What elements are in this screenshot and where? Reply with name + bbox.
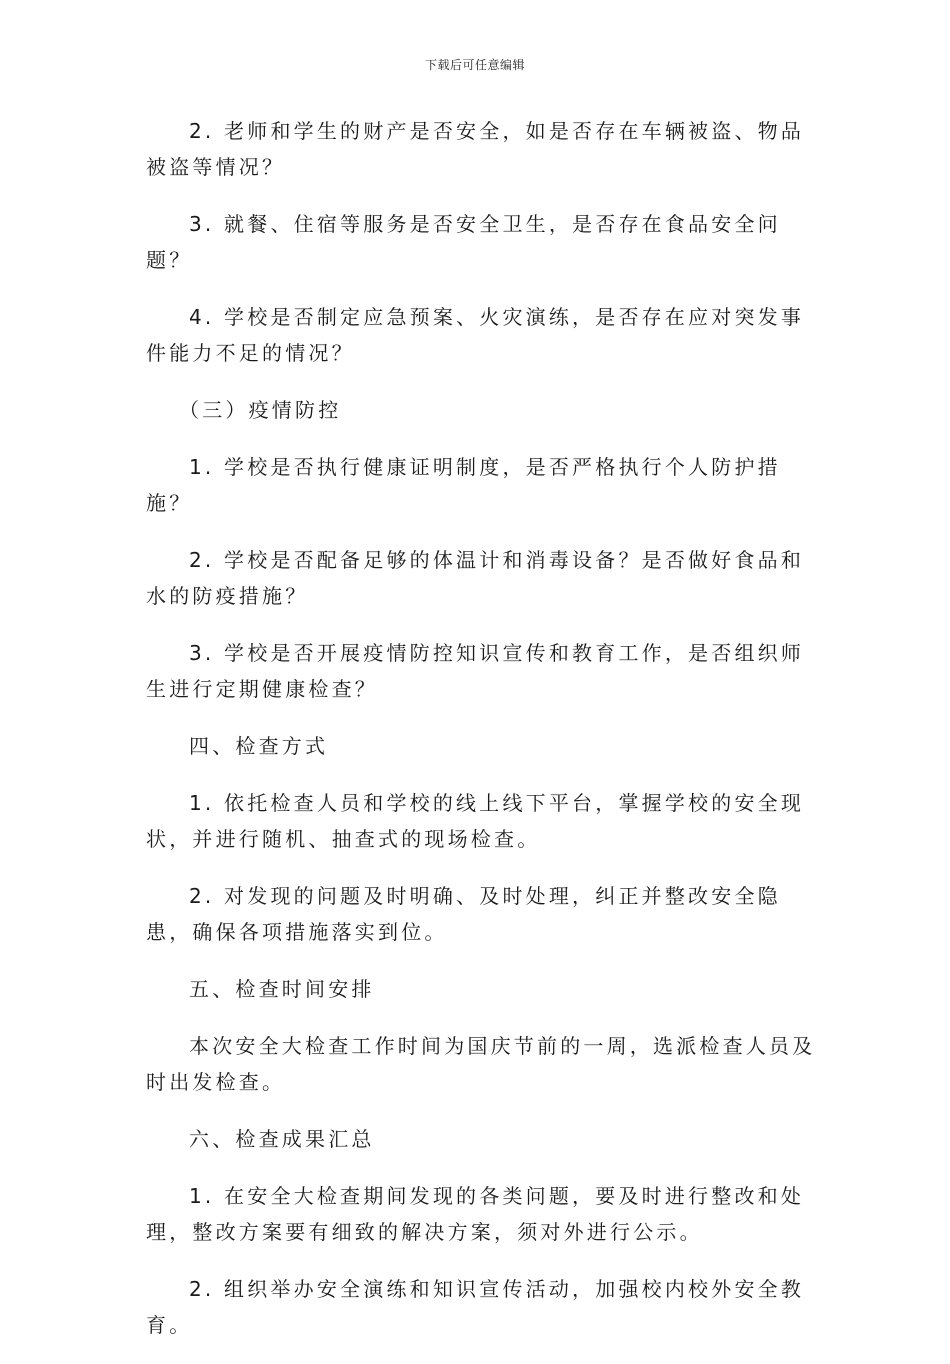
document-body: [146, 113, 826, 1364]
paragraph-schedule-detail: 本次安全大检查工作时间为国庆节前的一周，选派检查人员及时出发检查。: [146, 1034, 816, 1094]
page-header: 下载后可任意编辑: [424, 58, 525, 72]
section-heading-results-summary: 六、检查成果汇总: [189, 1127, 375, 1151]
paragraph-food-safety: 3. 就餐、住宿等服务是否安全卫生，是否存在食品安全问题？: [146, 212, 781, 272]
paragraph-epidemic-education: 3. 学校是否开展疫情防控知识宣传和教育工作，是否组织师生进行定期健康检查？: [146, 641, 805, 701]
section-heading-schedule: 五、检查时间安排: [189, 977, 375, 1001]
section-heading-epidemic-control: （三）疫情防控: [179, 398, 342, 422]
paragraph-health-certificate: 1. 学校是否执行健康证明制度，是否严格执行个人防护措施？: [146, 455, 781, 515]
paragraph-online-offline-platform: 1. 依托检查人员和学校的线上线下平台，掌握学校的安全现状，并进行随机、抽查式的现场检查。: [146, 791, 805, 851]
paragraph-safety-drills: 2. 组织举办安全演练和知识宣传活动，加强校内校外安全教育。: [146, 1277, 805, 1337]
paragraph-thermometer-disinfection: 2. 学校是否配备足够的体温计和消毒设备？是否做好食品和水的防疫措施？: [146, 548, 805, 608]
section-heading-inspection-method: 四、检查方式: [189, 734, 329, 758]
paragraph-emergency-plan: 4. 学校是否制定应急预案、火灾演练，是否存在应对突发事件能力不足的情况？: [146, 305, 805, 365]
paragraph-rectification: 2. 对发现的问题及时明确、及时处理，纠正并整改安全隐患，确保各项措施落实到位。: [146, 884, 781, 944]
paragraph-rectify-publicize: 1. 在安全大检查期间发现的各类问题，要及时进行整改和处理，整改方案要有细致的解决方案，须对外进行公示。: [146, 1184, 805, 1244]
paragraph-property-safety: 2. 老师和学生的财产是否安全，如是否存在车辆被盗、物品被盗等情况？: [146, 119, 805, 179]
